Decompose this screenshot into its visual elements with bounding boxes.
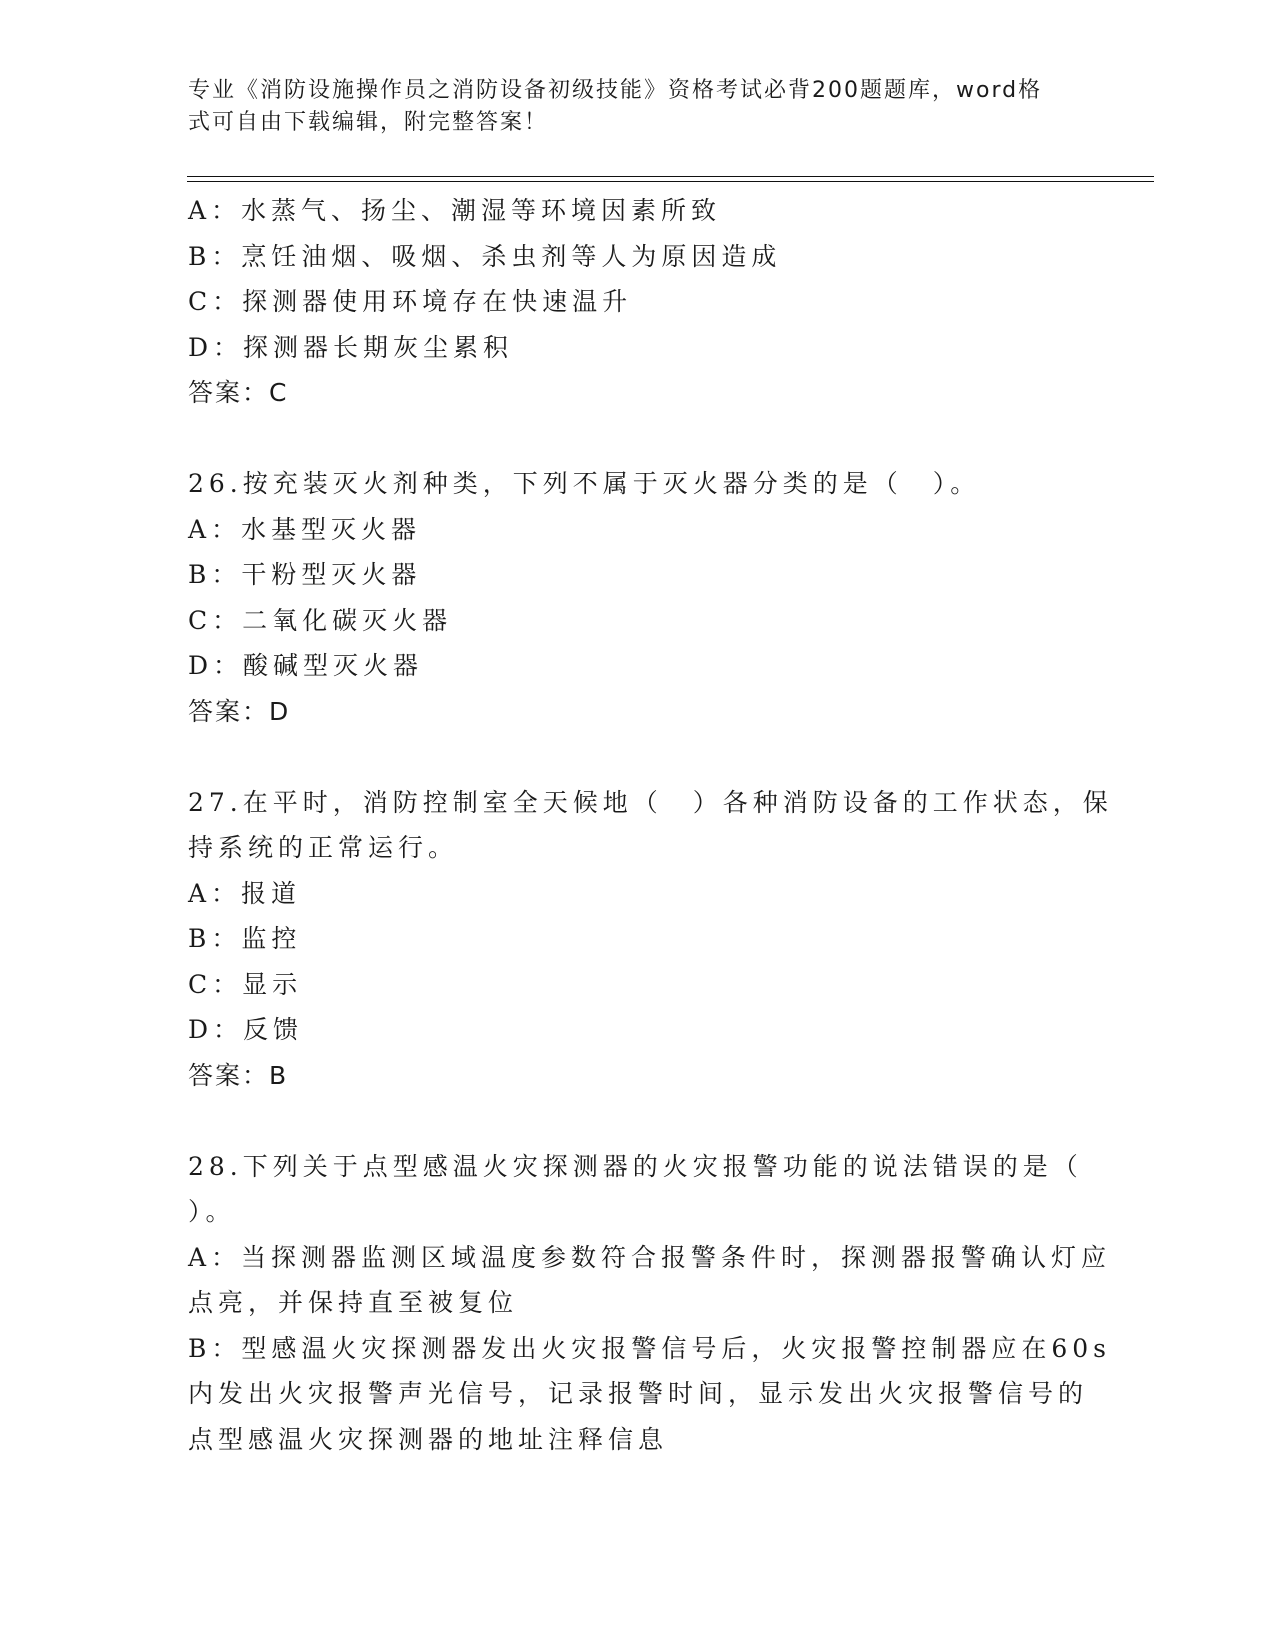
q26-option-b: B：干粉型灭火器: [188, 560, 422, 589]
question-list: [188, 188, 1113, 1462]
header-line-2: 式可自由下载编辑，附完整答案！: [188, 110, 549, 135]
q27-option-a: A：报道: [188, 878, 302, 908]
question-28: [188, 1144, 1112, 1463]
q27-text-line-1: 27.在平时，消防控制室全天候地（ ）各种消防设备的工作状态，保: [188, 787, 1113, 817]
question-25: [188, 188, 1088, 416]
q28-option-b-line-2: 内发出火灾报警声光信号，记录报警时间，显示发出火灾报警信号的: [188, 1379, 1089, 1408]
spacer: [188, 416, 1088, 462]
q28-option-b-line-3: 点型感温火灾探测器的地址注释信息: [188, 1424, 669, 1454]
q27-option-d: D：反馈: [188, 1015, 304, 1044]
q26-text: 26.按充装灭火剂种类，下列不属于灭火器分类的是（ ）。: [188, 469, 981, 498]
q25-option-c: C：探测器使用环境存在快速温升: [188, 287, 633, 316]
q28-text-line-1: 28.下列关于点型感温火灾探测器的火灾报警功能的说法错误的是（: [188, 1151, 1083, 1181]
header-line-1: 专业《消防设施操作员之消防设备初级技能》资格考试必背200题题库，word格: [188, 78, 1043, 103]
q25-answer: 答案：C: [188, 378, 289, 407]
q26-option-d: D：酸碱型灭火器: [188, 651, 424, 680]
q26-option-c: C：二氧化碳灭火器: [188, 605, 453, 635]
q27-text-line-2: 持系统的正常运行。: [188, 833, 459, 862]
q25-option-a: A：水蒸气、扬尘、潮湿等环境因素所致: [188, 196, 722, 225]
q27-answer: 答案：B: [188, 1060, 289, 1090]
q28-option-b-line-1: B：型感温火灾探测器发出火灾报警信号后，火灾报警控制器应在60s: [188, 1333, 1112, 1363]
q25-option-d: D：探测器长期灰尘累积: [188, 332, 514, 362]
spacer: [188, 1098, 1088, 1144]
q27-option-b: B：监控: [188, 924, 302, 953]
q26-option-a: A：水基型灭火器: [188, 514, 422, 544]
q27-option-c: C：显示: [188, 969, 303, 999]
question-26: [188, 461, 1088, 734]
document-header: [188, 75, 1068, 139]
q28-text-line-2: ）。: [188, 1197, 236, 1226]
q26-answer: 答案：D: [188, 696, 291, 726]
q28-option-a-line-2: 点亮，并保持直至被复位: [188, 1288, 519, 1317]
header-divider-bottom: [187, 181, 1154, 182]
q28-option-a-line-1: A：当探测器监测区域温度参数符合报警条件时，探测器报警确认灯应: [188, 1242, 1112, 1272]
question-27: [188, 780, 1113, 1099]
header-divider-top: [187, 176, 1154, 177]
spacer: [188, 734, 1088, 780]
q25-option-b: B：烹饪油烟、吸烟、杀虫剂等人为原因造成: [188, 241, 782, 271]
